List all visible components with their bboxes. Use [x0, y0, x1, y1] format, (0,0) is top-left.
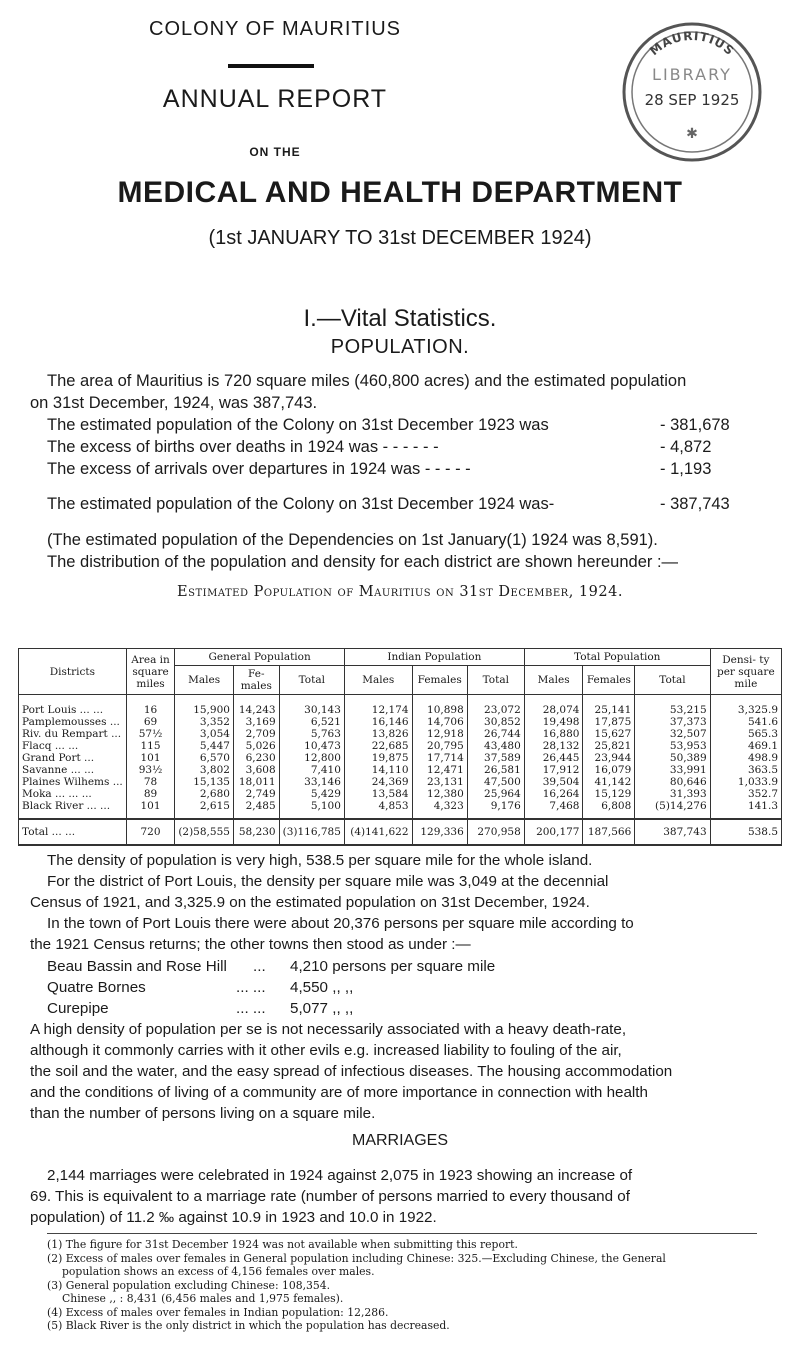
table-cell: 469.1	[710, 740, 781, 752]
table-cell: 3,352	[175, 716, 234, 728]
table-cell: 23,072	[467, 695, 524, 717]
calc-value-3: - 1,193	[660, 460, 712, 478]
table-cell: 57½	[126, 728, 175, 740]
table-cell: 12,918	[412, 728, 467, 740]
table-row	[19, 788, 782, 800]
town-density: 4,210 persons per square mile	[290, 958, 496, 975]
table-cell: 10,898	[412, 695, 467, 717]
table-cell: 22,685	[344, 740, 412, 752]
table-cell: 15,129	[583, 788, 635, 800]
table-cell: 93½	[126, 764, 175, 776]
report-period: (1st JANUARY TO 31st DECEMBER 1924)	[208, 227, 592, 249]
table-cell: 363.5	[710, 764, 781, 776]
density-line: In the town of Port Louis there were about 20,376 persons per square mile according to	[47, 915, 634, 932]
table-cell: 28,132	[524, 740, 583, 752]
calc-value-4: - 387,743	[660, 495, 730, 513]
table-cell: 541.6	[710, 716, 781, 728]
table-cell: 50,389	[635, 752, 710, 764]
table-cell: 53,215	[635, 695, 710, 717]
table-cell: 16	[126, 695, 175, 717]
table-cell: 53,953	[635, 740, 710, 752]
table-cell: 1,033.9	[710, 776, 781, 788]
header-total-males: Males	[524, 666, 583, 695]
table-cell: 7,468	[524, 800, 583, 819]
table-cell: 25,141	[583, 695, 635, 717]
density-paragraph-2	[30, 1019, 755, 1124]
table-cell: 15,627	[583, 728, 635, 740]
total-cell: 58,230	[233, 819, 279, 845]
footnote-rule	[47, 1233, 757, 1234]
table-cell: 9,176	[467, 800, 524, 819]
title-rule	[228, 64, 314, 68]
table-cell: 16,079	[583, 764, 635, 776]
table-cell: 16,264	[524, 788, 583, 800]
town-density: 5,077 ,, ,,	[290, 1000, 354, 1017]
table-cell: 12,471	[412, 764, 467, 776]
table-cell: 3,054	[175, 728, 234, 740]
intro-line-2: on 31st December, 1924, was 387,743.	[30, 394, 318, 412]
table-cell: 115	[126, 740, 175, 752]
table-cell: 2,709	[233, 728, 279, 740]
table-cell: 12,174	[344, 695, 412, 717]
table-cell: 2,615	[175, 800, 234, 819]
header-area: Area in square miles	[126, 649, 175, 695]
footnote-1: (1) The figure for 31st December 1924 was not available when submitting this report.	[47, 1238, 518, 1251]
table-row	[19, 740, 782, 752]
table-cell: 69	[126, 716, 175, 728]
table-cell: 26,445	[524, 752, 583, 764]
calc-value-2: - 4,872	[660, 438, 712, 456]
town-name: Beau Bassin and Rose Hill	[47, 958, 227, 975]
table-cell: 2,485	[233, 800, 279, 819]
total-cell: (4)141,622	[344, 819, 412, 845]
table-row	[19, 764, 782, 776]
header-general-population: General Population	[175, 649, 345, 666]
table-cell: 78	[126, 776, 175, 788]
district-name: Flacq ... ...	[19, 740, 127, 752]
table-cell: 352.7	[710, 788, 781, 800]
table-cell: 4,853	[344, 800, 412, 819]
district-name: Plaines Wilhems ...	[19, 776, 127, 788]
dependencies-line-2: The distribution of the population and density for each district are shown hereunder :—	[47, 553, 679, 571]
table-cell: 3,608	[233, 764, 279, 776]
footnote-3-cont: Chinese ,, : 8,431 (6,456 males and 1,975 females).	[62, 1292, 344, 1305]
table-cell: 47,500	[467, 776, 524, 788]
town-dots: ...	[253, 958, 266, 975]
table-cell: 43,480	[467, 740, 524, 752]
table-cell: 14,706	[412, 716, 467, 728]
table-cell: 2,680	[175, 788, 234, 800]
stamp-middle-text: LIBRARY	[652, 65, 732, 84]
table-cell: 6,230	[233, 752, 279, 764]
table-cell: 10,473	[279, 740, 344, 752]
density-paragraph	[30, 850, 755, 955]
table-cell: 12,380	[412, 788, 467, 800]
table-cell: 37,589	[467, 752, 524, 764]
table-cell: 80,646	[635, 776, 710, 788]
total-cell: 720	[126, 819, 175, 845]
density-line: and the conditions of living of a community are of more importance in connection with health	[30, 1084, 648, 1101]
table-cell: 101	[126, 800, 175, 819]
table-cell: 3,802	[175, 764, 234, 776]
table-body	[19, 695, 782, 846]
calc-value-1: - 381,678	[660, 416, 730, 434]
table-cell: 30,143	[279, 695, 344, 717]
header-total-population: Total Population	[524, 649, 710, 666]
table-cell: 15,135	[175, 776, 234, 788]
marriages-line: 2,144 marriages were celebrated in 1924 against 2,075 in 1923 showing an increase of	[47, 1167, 633, 1184]
total-label: Total ... ...	[19, 819, 127, 845]
table-cell: 39,504	[524, 776, 583, 788]
table-cell: 3,325.9	[710, 695, 781, 717]
table-cell: 5,429	[279, 788, 344, 800]
table-cell: 14,243	[233, 695, 279, 717]
header-indian-females: Females	[412, 666, 467, 695]
table-cell: 5,026	[233, 740, 279, 752]
calc-label-4: The estimated population of the Colony on 31st December 1924 was-	[47, 495, 555, 513]
table-cell: 31,393	[635, 788, 710, 800]
calc-label-2: The excess of births over deaths in 1924 was - - - - - -	[47, 438, 439, 456]
table-cell: 4,323	[412, 800, 467, 819]
table-cell: 23,944	[583, 752, 635, 764]
table-cell: 141.3	[710, 800, 781, 819]
table-cell: 14,110	[344, 764, 412, 776]
department-title: MEDICAL AND HEALTH DEPARTMENT	[117, 176, 683, 209]
district-name: Riv. du Rempart ...	[19, 728, 127, 740]
table-cell: 30,852	[467, 716, 524, 728]
library-stamp	[612, 10, 772, 170]
total-cell: (2)58,555	[175, 819, 234, 845]
density-line: the soil and the water, and the easy spread of infectious diseases. The housing accommodation	[30, 1063, 673, 1080]
intro-line-1: The area of Mauritius is 720 square miles (460,800 acres) and the estimated population	[47, 372, 687, 390]
table-row	[19, 728, 782, 740]
table-cell: 17,875	[583, 716, 635, 728]
district-name: Port Louis ... ...	[19, 695, 127, 717]
table-cell: 5,447	[175, 740, 234, 752]
town-dots: ... ...	[236, 1000, 266, 1017]
table-caption: Estimated Population of Mauritius on 31st December, 1924.	[177, 584, 623, 600]
table-row	[19, 695, 782, 717]
table-cell: 41,142	[583, 776, 635, 788]
table-cell: 6,570	[175, 752, 234, 764]
table-cell: 498.9	[710, 752, 781, 764]
table-cell: 13,584	[344, 788, 412, 800]
calc-label-3: The excess of arrivals over departures in 1924 was - - - - -	[47, 460, 471, 478]
header-total-females: Females	[583, 666, 635, 695]
total-cell: 538.5	[710, 819, 781, 845]
table-cell: 23,131	[412, 776, 467, 788]
town-name: Quatre Bornes	[47, 979, 146, 996]
total-cell: 187,566	[583, 819, 635, 845]
table-cell: 26,581	[467, 764, 524, 776]
table-cell: 25,821	[583, 740, 635, 752]
total-cell: (3)116,785	[279, 819, 344, 845]
header-indian-males: Males	[344, 666, 412, 695]
total-cell: 270,958	[467, 819, 524, 845]
density-line: Census of 1921, and 3,325.9 on the estimated population on 31st December, 1924.	[30, 894, 590, 911]
table-row	[19, 752, 782, 764]
marriages-line: 69. This is equivalent to a marriage rate (number of persons married to every thousand of	[30, 1188, 630, 1205]
density-line: A high density of population per se is not necessarily associated with a heavy death-rate,	[30, 1021, 627, 1038]
section-title: I.—Vital Statistics.	[303, 305, 497, 332]
footnote-5: (5) Black River is the only district in which the population has decreased.	[47, 1319, 450, 1332]
table-cell: 26,744	[467, 728, 524, 740]
marriages-paragraph	[30, 1165, 755, 1228]
table-cell: 5,763	[279, 728, 344, 740]
town-name: Curepipe	[47, 1000, 109, 1017]
stamp-star-icon: ✱	[686, 126, 698, 142]
dependencies-line-1: (The estimated population of the Dependencies on 1st January(1) 1924 was 8,591).	[47, 531, 658, 549]
colony-title: COLONY OF MAURITIUS	[149, 18, 401, 40]
header-general-males: Males	[175, 666, 234, 695]
table-cell: 101	[126, 752, 175, 764]
table-cell: 3,169	[233, 716, 279, 728]
table-row	[19, 776, 782, 788]
table-cell: 17,912	[524, 764, 583, 776]
district-name: Black River ... ...	[19, 800, 127, 819]
table-cell: 5,100	[279, 800, 344, 819]
header-total-total: Total	[635, 666, 710, 695]
table-cell: 37,373	[635, 716, 710, 728]
table-cell: 15,900	[175, 695, 234, 717]
total-cell: 129,336	[412, 819, 467, 845]
table-cell: 33,991	[635, 764, 710, 776]
table-cell: 6,521	[279, 716, 344, 728]
district-name: Pamplemousses ...	[19, 716, 127, 728]
table-cell: 19,498	[524, 716, 583, 728]
total-row	[19, 819, 782, 845]
marriages-line: population) of 11.2 ‰ against 10.9 in 1923 and 10.0 in 1922.	[30, 1209, 437, 1226]
header-general-total: Total	[279, 666, 344, 695]
total-cell: 200,177	[524, 819, 583, 845]
table-cell: 13,826	[344, 728, 412, 740]
table-cell: 16,146	[344, 716, 412, 728]
report-title: ANNUAL REPORT	[162, 85, 388, 113]
density-line: the 1921 Census returns; the other towns then stood as under :—	[30, 936, 471, 953]
table-cell: 6,808	[583, 800, 635, 819]
table-cell: 33,146	[279, 776, 344, 788]
table-cell: 28,074	[524, 695, 583, 717]
footnote-4: (4) Excess of males over females in Indian population: 12,286.	[47, 1306, 389, 1319]
header-density: Densi- ty per square mile	[710, 649, 781, 695]
table-cell: 2,749	[233, 788, 279, 800]
table-row	[19, 800, 782, 819]
population-table	[18, 648, 782, 846]
density-line: For the district of Port Louis, the density per square mile was 3,049 at the decennial	[47, 873, 609, 890]
header-indian-population: Indian Population	[344, 649, 524, 666]
table-cell: 24,369	[344, 776, 412, 788]
density-line: although it commonly carries with it other evils e.g. increased liability to fouling of the air,	[30, 1042, 622, 1059]
footnote-2-cont: population shows an excess of 4,156 females over males.	[62, 1265, 375, 1278]
footnote-3: (3) General population excluding Chinese: 108,354.	[47, 1279, 331, 1292]
table-cell: 20,795	[412, 740, 467, 752]
town-density: 4,550 ,, ,,	[290, 979, 354, 996]
table-cell: 565.3	[710, 728, 781, 740]
calc-label-1: The estimated population of the Colony on 31st December 1923 was	[47, 416, 549, 434]
header-districts: Districts	[19, 649, 127, 695]
table-row	[19, 716, 782, 728]
footnote-2: (2) Excess of males over females in General population including Chinese: 325.—Excluding Chinese, the General	[47, 1252, 666, 1265]
district-name: Moka ... ... ...	[19, 788, 127, 800]
stamp-top-text: MAURITIUS	[646, 28, 738, 59]
header-indian-total: Total	[467, 666, 524, 695]
table-cell: 17,714	[412, 752, 467, 764]
total-cell: 387,743	[635, 819, 710, 845]
table-cell: 16,880	[524, 728, 583, 740]
table-cell: (5)14,276	[635, 800, 710, 819]
table-cell: 12,800	[279, 752, 344, 764]
density-line: The density of population is very high, 538.5 per square mile for the whole island.	[47, 852, 593, 869]
header-general-females: Fe- males	[233, 666, 279, 695]
table-cell: 32,507	[635, 728, 710, 740]
town-dots: ... ...	[236, 979, 266, 996]
density-line: than the number of persons living on a square mile.	[30, 1105, 376, 1122]
district-name: Savanne ... ...	[19, 764, 127, 776]
table-cell: 19,875	[344, 752, 412, 764]
table-cell: 25,964	[467, 788, 524, 800]
marriages-heading: MARRIAGES	[351, 1132, 448, 1149]
on-the-label: ON THE	[249, 145, 301, 159]
stamp-date: 28 SEP 1925	[644, 91, 740, 109]
table-cell: 7,410	[279, 764, 344, 776]
table-cell: 89	[126, 788, 175, 800]
table-cell: 18,011	[233, 776, 279, 788]
district-name: Grand Port ...	[19, 752, 127, 764]
section-subtitle: POPULATION.	[330, 336, 470, 358]
